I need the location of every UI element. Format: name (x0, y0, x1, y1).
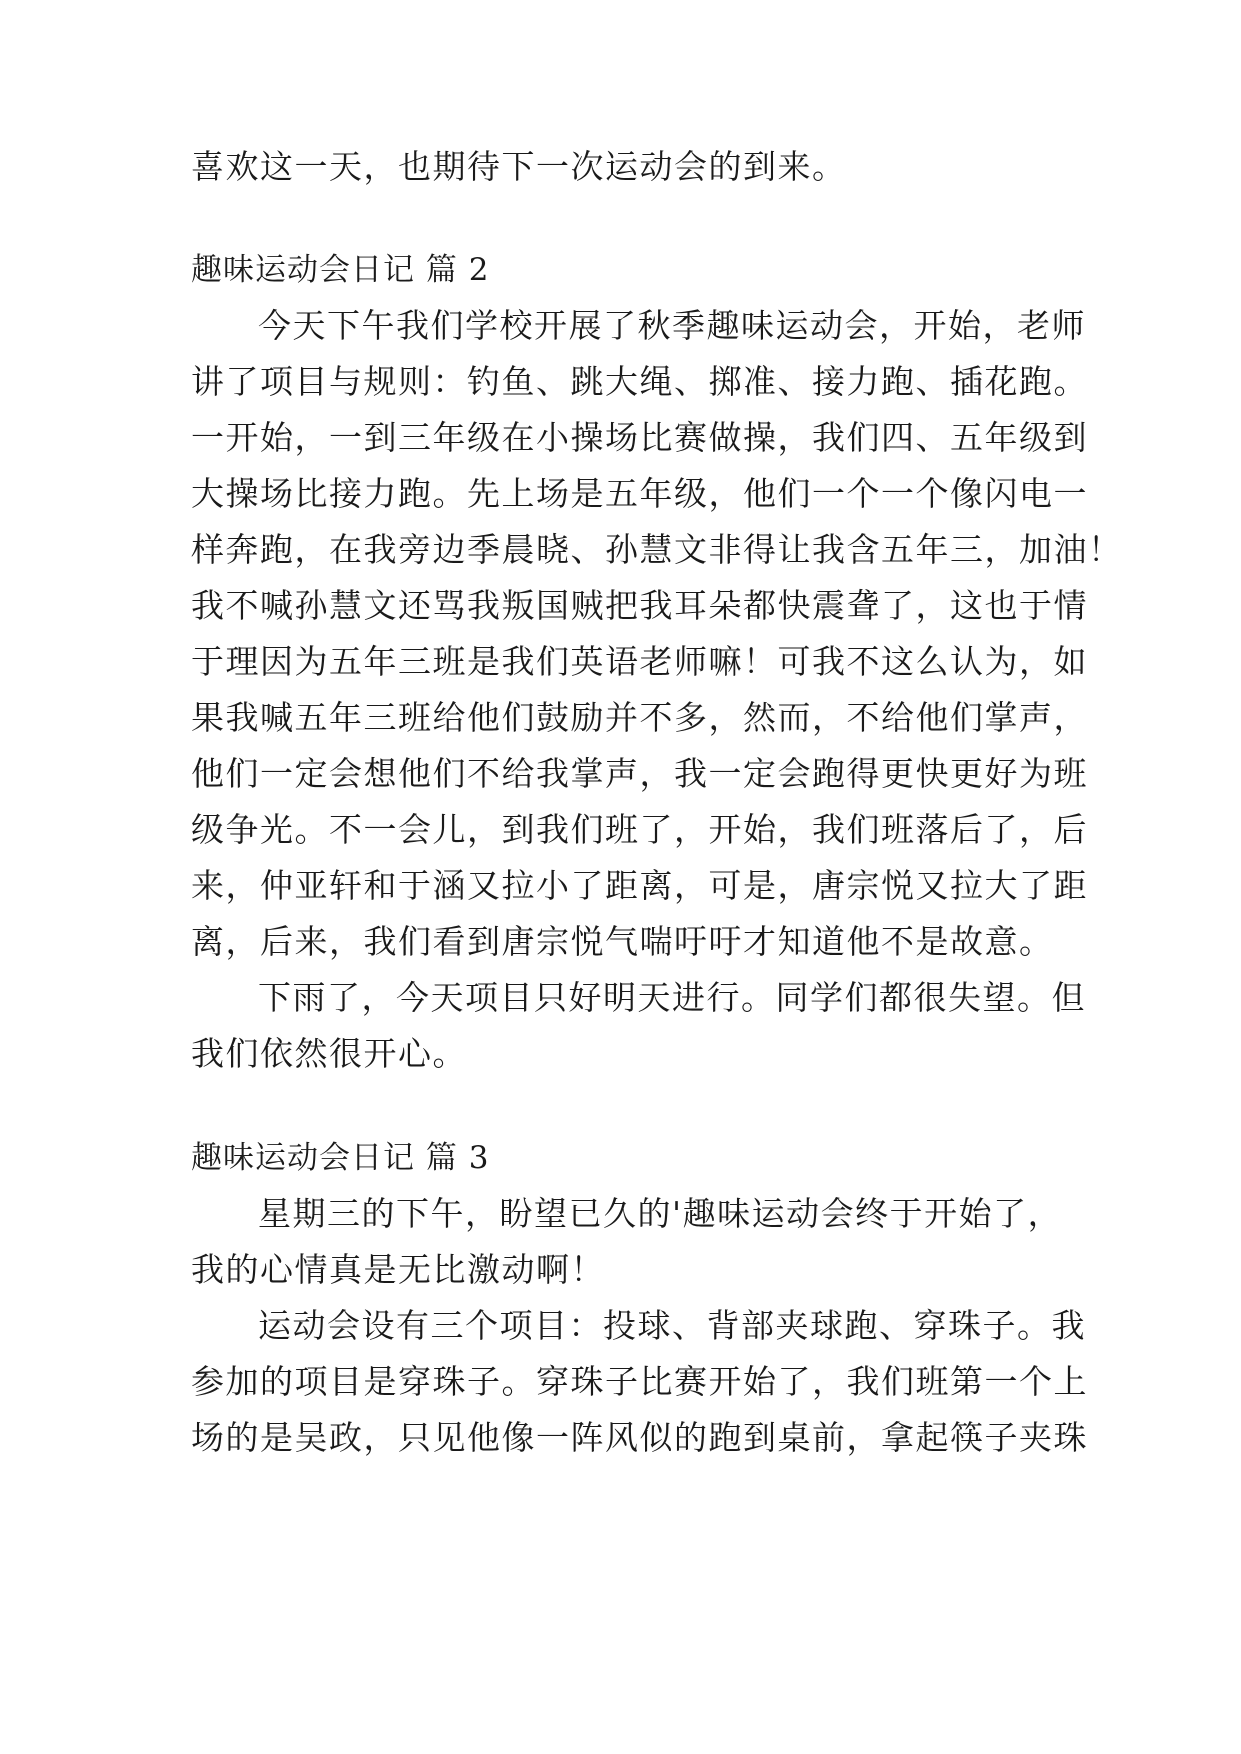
text-line: 我们依然很开心。 (191, 1034, 467, 1073)
text-line: 讲了项目与规则：钓鱼、跳大绳、掷准、接力跑、插花跑。 (191, 362, 1088, 401)
text-line: 样奔跑，在我旁边季晨晓、孙慧文非得让我含五年三，加油！ (191, 530, 1123, 569)
text-line: 级争光。不一会儿，到我们班了，开始，我们班落后了，后 (191, 810, 1088, 849)
text-line: 大操场比接力跑。先上场是五年级，他们一个一个像闪电一 (191, 474, 1088, 513)
text-line: 他们一定会想他们不给我掌声，我一定会跑得更快更好为班 (191, 754, 1088, 793)
section-heading: 趣味运动会日记 篇 2 (191, 252, 490, 288)
text-line: 下雨了，今天项目只好明天进行。同学们都很失望。但 (258, 978, 1086, 1017)
text-line: 我不喊孙慧文还骂我叛国贼把我耳朵都快震聋了，这也于情 (191, 586, 1088, 625)
text-line: 果我喊五年三班给他们鼓励并不多，然而，不给他们掌声， (191, 698, 1088, 737)
text-line: 场的是吴政，只见他像一阵风似的跑到桌前，拿起筷子夹珠 (191, 1418, 1088, 1457)
text-line: 喜欢这一天，也期待下一次运动会的到来。 (191, 147, 847, 186)
text-line: 于理因为五年三班是我们英语老师嘛！可我不这么认为，如 (191, 642, 1088, 681)
text-line: 来，仲亚轩和于涵又拉小了距离，可是，唐宗悦又拉大了距 (191, 866, 1088, 905)
text-line: 我的心情真是无比激动啊！ (191, 1250, 605, 1289)
section-heading: 趣味运动会日记 篇 3 (191, 1140, 490, 1176)
text-line: 星期三的下午，盼望已久的'趣味运动会终于开始了， (258, 1194, 1063, 1233)
text-line: 参加的项目是穿珠子。穿珠子比赛开始了，我们班第一个上 (191, 1362, 1088, 1401)
text-line: 今天下午我们学校开展了秋季趣味运动会，开始，老师 (258, 306, 1086, 345)
text-line: 一开始，一到三年级在小操场比赛做操，我们四、五年级到 (191, 418, 1088, 457)
text-line: 运动会设有三个项目：投球、背部夹球跑、穿珠子。我 (258, 1306, 1086, 1345)
text-line: 离，后来，我们看到唐宗悦气喘吁吁才知道他不是故意。 (191, 922, 1054, 961)
